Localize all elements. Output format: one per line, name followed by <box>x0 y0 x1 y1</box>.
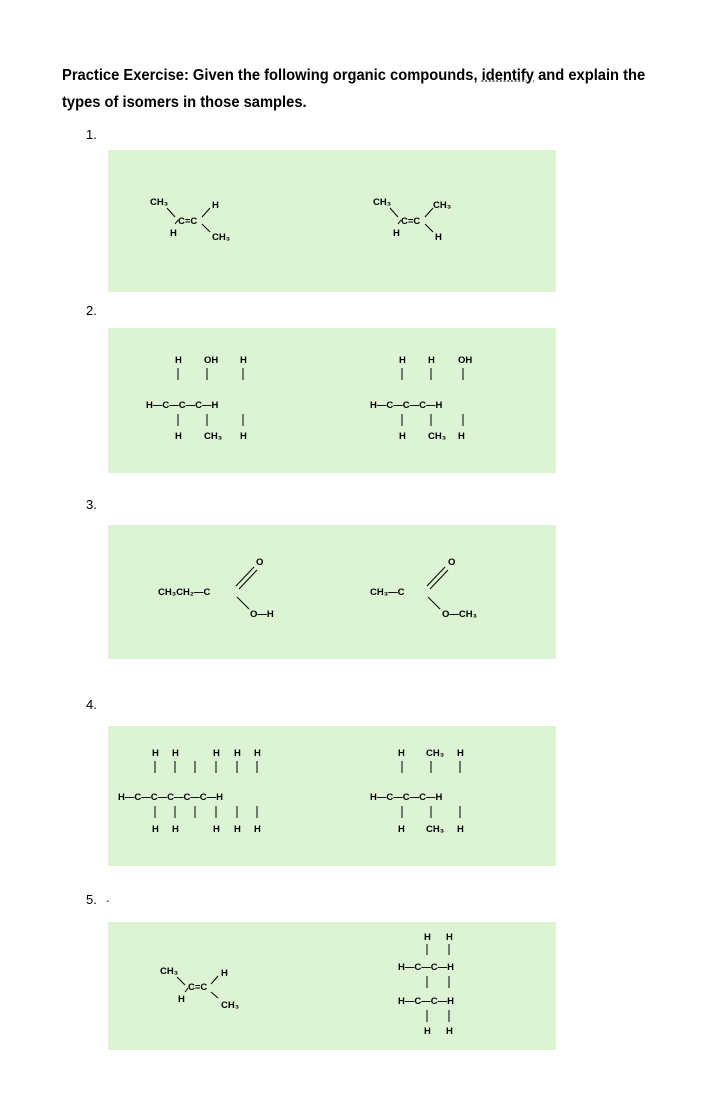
p5-right-top-1: H <box>424 932 431 943</box>
bond-line <box>390 208 398 217</box>
p3-right-prefix: CH₃—C <box>370 587 405 598</box>
p4-left-bot-2: H <box>172 824 179 835</box>
bond-line <box>428 597 440 609</box>
p4-left-bot-4: H <box>234 824 241 835</box>
p5-right-row2: H—C—C—H <box>398 996 454 1007</box>
item-number-5: 5. <box>86 892 97 907</box>
p1-right-bl: H <box>393 228 400 239</box>
p2-right-bot-3: H <box>458 431 465 442</box>
p4-right-bot-3: H <box>457 824 464 835</box>
p2-left-top-1: H <box>175 355 182 366</box>
p5-right-top-2: H <box>446 932 453 943</box>
exercise-heading <box>62 62 651 116</box>
panel-3 <box>108 525 556 659</box>
bond-line <box>202 224 210 232</box>
p2-right-top-2: H <box>428 355 435 366</box>
item-number-3: 3. <box>86 497 97 512</box>
bond-line <box>211 992 218 998</box>
heading-identify: identify <box>481 67 534 84</box>
p3-right-oh: O—CH₃ <box>442 609 478 620</box>
p2-right-mid: H—C—C—C—H <box>370 400 443 411</box>
item-number-2: 2. <box>86 303 97 318</box>
p2-left-top-2: OH <box>204 355 219 366</box>
p3-left-oh: O—H <box>250 609 274 620</box>
p5-left-br: CH₃ <box>221 1000 240 1011</box>
p2-right-top-1: H <box>399 355 406 366</box>
p5-left-tr: H <box>221 968 228 979</box>
p4-left-top-4: H <box>234 748 241 759</box>
p1-left-br: CH₃ <box>212 232 231 243</box>
p2-left-bot-2: CH₃ <box>204 431 223 442</box>
p4-left-mid: H—C—C—C—C—C—H <box>118 792 224 803</box>
p1-left-db: C=C <box>178 216 198 227</box>
p4-left-top-1: H <box>152 748 159 759</box>
p4-left-bot-1: H <box>152 824 159 835</box>
bond-line <box>211 976 218 984</box>
p1-right-tl: CH₃ <box>373 197 392 208</box>
item-number-4: 4. <box>86 697 97 712</box>
p5-right-bot-1: H <box>424 1026 431 1037</box>
p5-left-bl: H <box>178 994 185 1005</box>
p3-right-o: O <box>448 557 456 568</box>
p4-left-bot-5: H <box>254 824 261 835</box>
p3-left-o: O <box>256 557 264 568</box>
panel-2 <box>108 328 556 473</box>
p2-right-bot-2: CH₃ <box>428 431 447 442</box>
bond-line <box>177 977 185 985</box>
p1-right-db: C=C <box>401 216 421 227</box>
item-5-dot: . <box>106 890 110 905</box>
p4-left-top-5: H <box>254 748 261 759</box>
p5-left-tl: CH₃ <box>160 966 179 977</box>
p2-right-bot-1: H <box>399 431 406 442</box>
panel-1 <box>108 150 556 292</box>
p1-right-br: H <box>435 232 442 243</box>
panel-4 <box>108 726 556 866</box>
p1-left-tr: H <box>212 200 219 211</box>
bond-line <box>425 208 433 217</box>
panel-5 <box>108 922 556 1050</box>
p2-right-top-3: OH <box>458 355 473 366</box>
p4-right-bot-1: H <box>398 824 405 835</box>
panel-1-structures <box>108 150 556 292</box>
p4-right-top-2: CH₃ <box>426 748 445 759</box>
p1-right-tr: CH₃ <box>433 200 452 211</box>
p4-left-bot-3: H <box>213 824 220 835</box>
bond-line <box>425 224 433 232</box>
p4-left-top-2: H <box>172 748 179 759</box>
p2-left-bot-1: H <box>175 431 182 442</box>
p1-left-tl: CH₃ <box>150 197 169 208</box>
bond-line <box>167 208 175 217</box>
p2-left-mid: H—C—C—C—H <box>146 400 219 411</box>
item-number-1: 1. <box>86 127 97 142</box>
bond-line <box>237 597 249 609</box>
p2-left-bot-3: H <box>240 431 247 442</box>
p4-right-top-1: H <box>398 748 405 759</box>
p3-left-prefix: CH₃CH₂—C <box>158 587 211 598</box>
panel-3-structures <box>108 525 556 659</box>
p5-right-row1: H—C—C—H <box>398 962 454 973</box>
p4-right-bot-2: CH₃ <box>426 824 445 835</box>
heading-text-1: Practice Exercise: Given the following organic compounds, <box>62 67 478 84</box>
heading-text-2: and explain the types of isomers in those samples. <box>62 67 646 111</box>
p4-left-top-3: H <box>213 748 220 759</box>
p4-right-top-3: H <box>457 748 464 759</box>
p1-left-bl: H <box>170 228 177 239</box>
p5-right-bot-2: H <box>446 1026 453 1037</box>
bond-line <box>202 208 210 217</box>
panel-4-structures <box>108 726 556 866</box>
p2-left-top-3: H <box>240 355 247 366</box>
p5-left-db: C=C <box>188 982 208 993</box>
panel-2-structures <box>108 328 556 473</box>
p4-right-mid: H—C—C—C—H <box>370 792 443 803</box>
panel-5-structures <box>108 922 556 1050</box>
